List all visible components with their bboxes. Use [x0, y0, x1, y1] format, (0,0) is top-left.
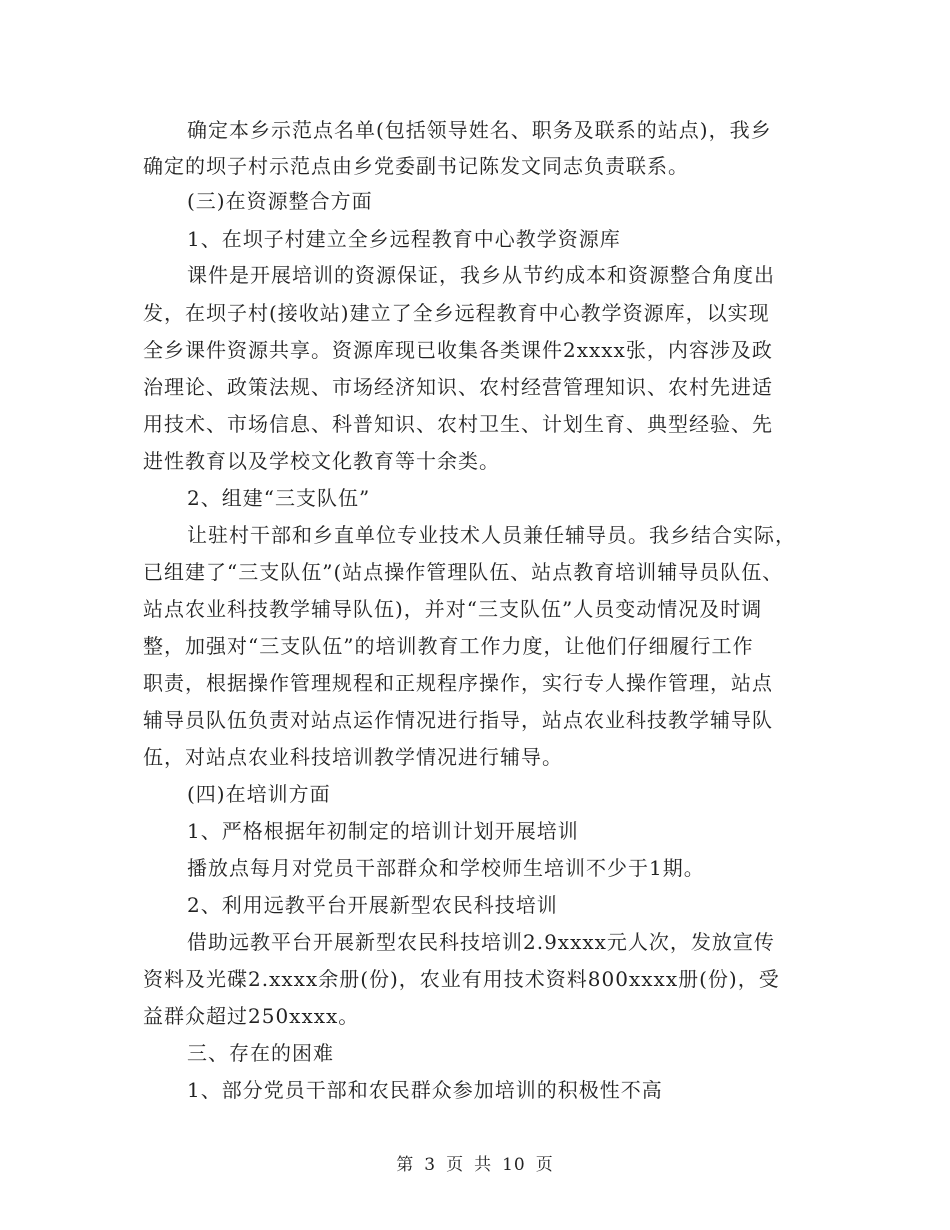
- text-line: 伍，对站点农业科技培训教学情况进行辅导。: [143, 745, 563, 769]
- text-line: 课件是开展培训的资源保证，我乡从节约成本和资源整合角度出: [187, 263, 775, 287]
- subsection-heading: 2、利用远教平台开展新型农民科技培训: [187, 893, 558, 917]
- text-line: 整，加强对“三支队伍”的培训教育工作力度，让他们仔细履行工作: [143, 634, 754, 658]
- text-line: 站点农业科技教学辅导队伍)，并对“三支队伍”人员变动情况及时调: [143, 597, 763, 621]
- subsection-heading: 1、部分党员干部和农民群众参加培训的积极性不高: [187, 1078, 663, 1102]
- subsection-heading: 2、组建“三支队伍”: [187, 486, 371, 510]
- text-line: 益群众超过250xxxx。: [143, 1004, 360, 1028]
- text-line: 确定本乡示范点名单(包括领导姓名、职务及联系的站点)，我乡: [187, 118, 772, 142]
- text-line: 辅导员队伍负责对站点运作情况进行指导，站点农业科技教学辅导队: [143, 708, 773, 732]
- footer-gong: 共: [474, 1155, 493, 1175]
- section-heading: 三、存在的困难: [187, 1041, 334, 1065]
- text-line: 职责，根据操作管理规程和正规程序操作，实行专人操作管理，站点: [143, 671, 773, 695]
- text-line: 已组建了“三支队伍”(站点操作管理队伍、站点教育培训辅导员队伍、: [143, 560, 784, 584]
- footer-di: 第: [396, 1155, 415, 1175]
- text-line: 发，在坝子村(接收站)建立了全乡远程教育中心教学资源库，以实现: [143, 301, 770, 325]
- text-line: 借助远教平台开展新型农民科技培训2.9xxxx元人次，发放宣传: [187, 930, 775, 954]
- text-line: 进性教育以及学校文化教育等十余类。: [143, 449, 500, 473]
- subsection-heading: 1、在坝子村建立全乡远程教育中心教学资源库: [187, 227, 621, 251]
- footer-ye2: 页: [535, 1155, 554, 1175]
- text-line: 播放点每月对党员干部群众和学校师生培训不少于1期。: [187, 856, 705, 880]
- total-pages: 10: [502, 1155, 526, 1175]
- footer-ye: 页: [446, 1155, 465, 1175]
- text-line: 让驻村干部和乡直单位专业技术人员兼任辅导员。我乡结合实际，: [187, 523, 796, 547]
- text-line: 用技术、市场信息、科普知识、农村卫生、计划生育、典型经验、先: [143, 412, 773, 436]
- text-line: 资料及光碟2.xxxx余册(份)，农业有用技术资料800xxxx册(份)，受: [143, 967, 780, 991]
- text-line: 全乡课件资源共享。资源库现已收集各类课件2xxxx张，内容涉及政: [143, 338, 773, 362]
- page-number: 3: [424, 1155, 437, 1175]
- section-heading: (四)在培训方面: [187, 782, 331, 806]
- page-footer: [0, 1154, 950, 1176]
- text-line: 治理论、政策法规、市场经济知识、农村经营管理知识、农村先进适: [143, 375, 773, 399]
- text-line: 确定的坝子村示范点由乡党委副书记陈发文同志负责联系。: [143, 154, 689, 178]
- subsection-heading: 1、严格根据年初制定的培训计划开展培训: [187, 819, 579, 843]
- section-heading: (三)在资源整合方面: [187, 189, 373, 213]
